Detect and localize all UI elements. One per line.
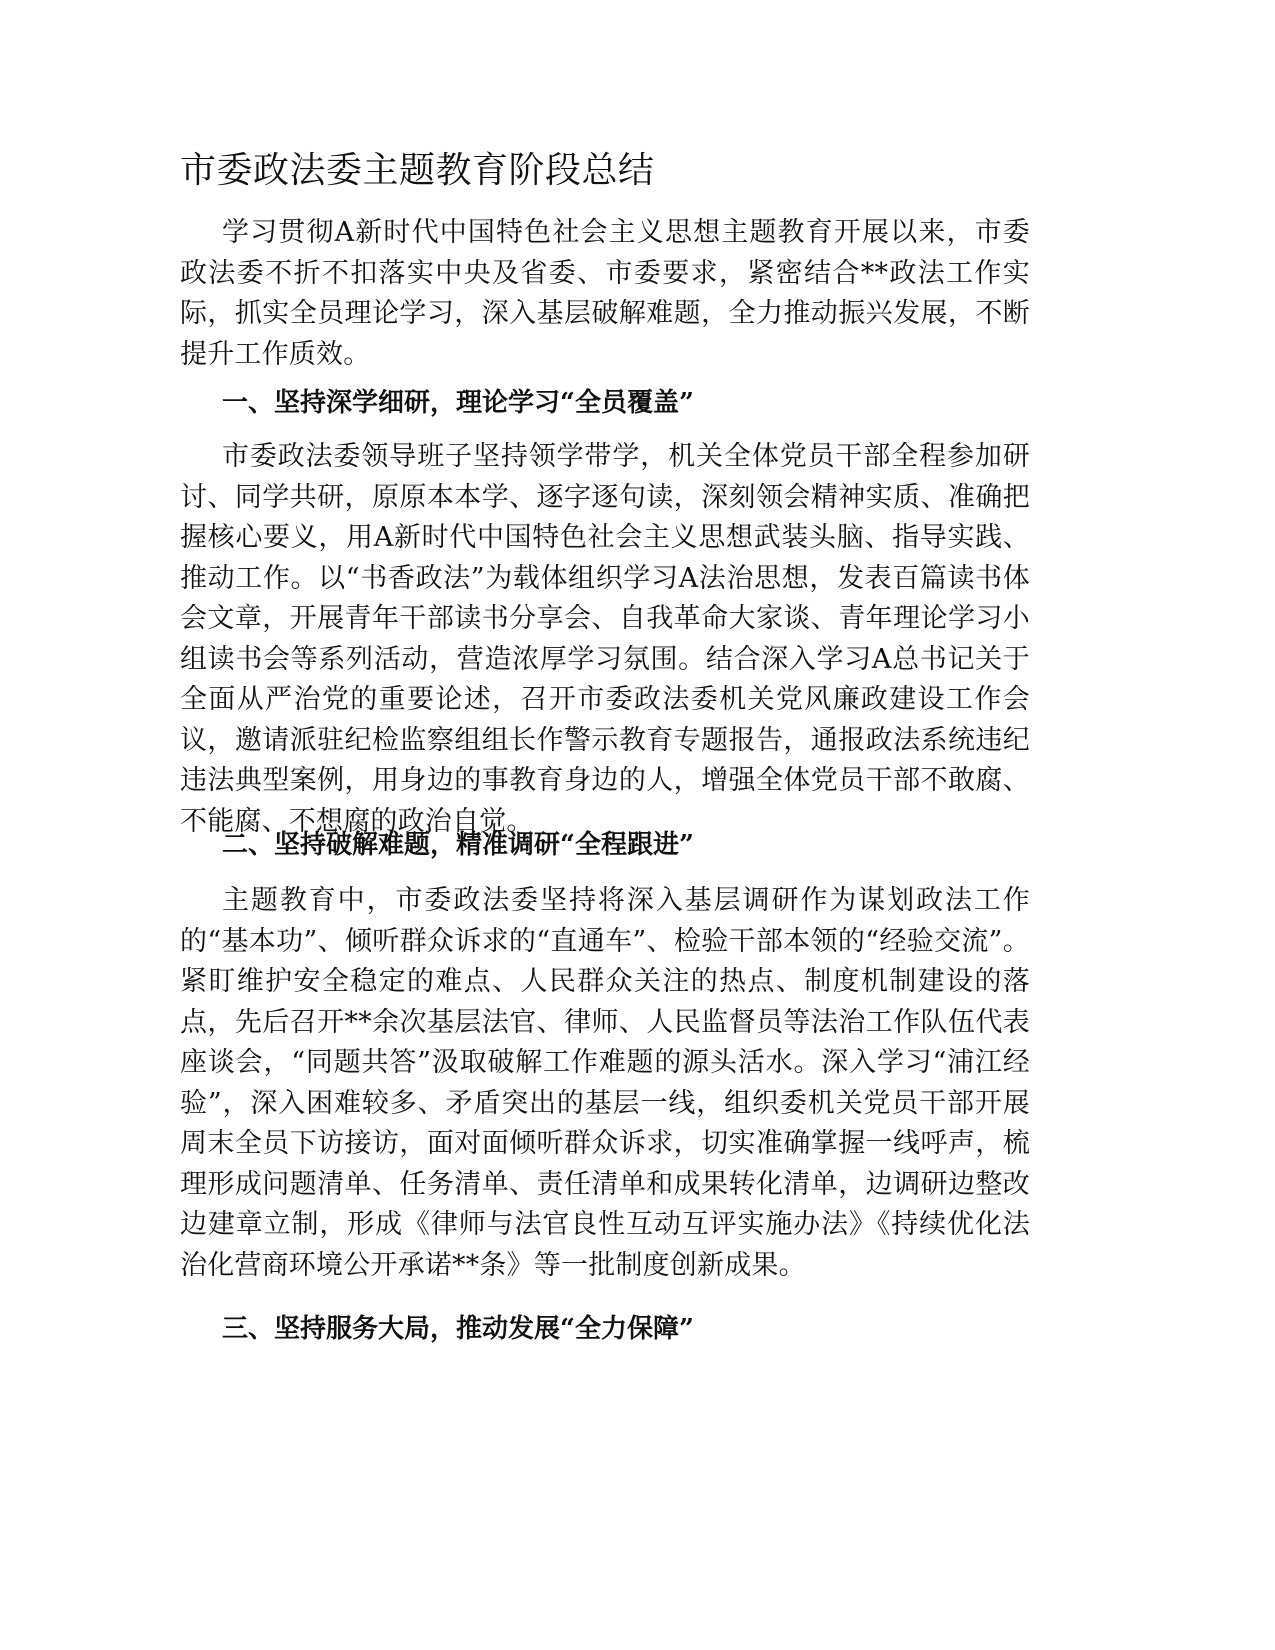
document-title: 市委政法委主题教育阶段总结 — [180, 150, 655, 191]
section-2-heading: 二、坚持破解难题，精准调研“全程跟进” — [222, 830, 694, 860]
intro-paragraph: 学习贯彻A新时代中国特色社会主义思想主题教育开展以来，市委政法委不折不扣落实中央及省委、市委要求，紧密结合**政法工作实际，抓实全员理论学习，深入基层破解难题，全力推动振兴发展，不断提升工作质效。 — [180, 217, 1030, 370]
section-1-heading: 一、坚持深学细研，理论学习“全员覆盖” — [222, 388, 694, 418]
section-2-body: 主题教育中，市委政法委坚持将深入基层调研作为谋划政法工作的“基本功”、倾听群众诉求的“直通车”、检验干部本领的“经验交流”。紧盯维护安全稳定的难点、人民群众关注的热点、制度机制建设的落点，先后召开**余次基层法官、律师、人民监督员等法治工作队伍代表座谈会，“同题共答”汲取破解工作难题的源头活水。深入学习“浦江经验”，深入困难较多、矛盾突出的基层一线，组织委机关党员干部开展周末全员下访接访，面对面倾听群众诉求，切实准确掌握一线呼声，梳理形成问题清单、任务清单、责任清单和成果转化清单，边调研边整改边建章立制，形成《律师与法官良性互动互评实施办法》《持续优化法治化营商环境公开承诺**条》等一批制度创新成果。 — [180, 885, 1030, 1281]
section-1-body: 市委政法委领导班子坚持领学带学，机关全体党员干部全程参加研讨、同学共研，原原本本学、逐字逐句读，深刻领会精神实质、准确把握核心要义，用A新时代中国特色社会主义思想武装头脑、指导实践、推动工作。以“书香政法”为载体组织学习A法治思想，发表百篇读书体会文章，开展青年干部读书分享会、自我革命大家谈、青年理论学习小组读书会等系列活动，营造浓厚学习氛围。结合深入学习A总书记关于全面从严治党的重要论述，召开市委政法委机关党风廉政建设工作会议，邀请派驻纪检监察组组长作警示教育专题报告，通报政法系统违纪违法典型案例，用身边的事教育身边的人，增强全体党员干部不敢腐、不能腐、不想腐的政治自觉。 — [180, 441, 1030, 837]
section-3-heading: 三、坚持服务大局，推动发展“全力保障” — [222, 1314, 694, 1344]
